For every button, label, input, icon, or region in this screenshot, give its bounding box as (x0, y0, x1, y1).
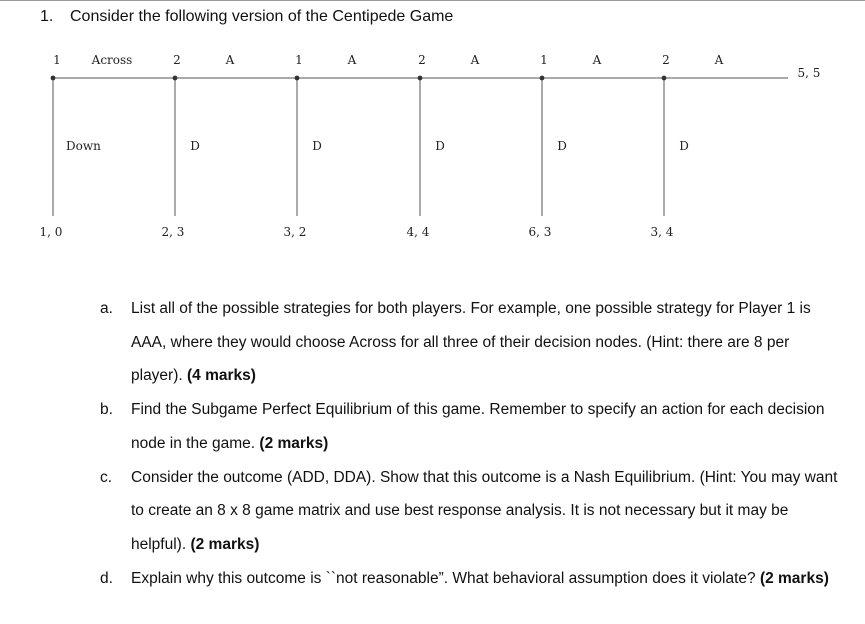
down-label: D (190, 139, 200, 153)
node-dot (418, 76, 423, 81)
part-letter: c. (100, 468, 113, 486)
part-marks: (2 marks) (259, 434, 329, 452)
down-label: D (312, 139, 322, 153)
payoff-label: 3, 2 (283, 225, 307, 239)
part-letter: a. (100, 300, 113, 317)
part-marks: (2 marks) (759, 569, 829, 587)
across-label: A (347, 53, 357, 67)
across-label: Across (91, 53, 133, 67)
payoff-label: 4, 4 (406, 225, 430, 239)
across-label: A (592, 53, 602, 67)
part-text: List all of the possible strategies for both players. For example, one possible strategy for Player 1 is AAA, where they would choose Across for all three of their decision nodes. (Hint: there are 8 per player). (131, 300, 811, 385)
player-label: 1 (540, 53, 548, 67)
decision-node (651, 53, 724, 239)
down-label: D (679, 139, 689, 153)
question-part (100, 562, 840, 596)
question-heading (40, 8, 453, 26)
question-number: 1. (40, 8, 54, 25)
down-label: D (435, 139, 445, 153)
player-label: 1 (295, 53, 303, 67)
node-dot (51, 76, 56, 81)
centipede-game-tree (0, 40, 865, 250)
down-label: Down (66, 139, 101, 153)
part-marks: (2 marks) (190, 535, 260, 553)
payoff-label: 6, 3 (528, 225, 552, 239)
player-label: 2 (173, 53, 181, 67)
part-text: Find the Subgame Perfect Equilibrium of this game. Remember to specify an action for each decision node in the game. (131, 401, 825, 452)
terminal-payoff: 5, 5 (797, 66, 821, 80)
part-letter: b. (100, 401, 113, 419)
question-part (100, 393, 840, 460)
decision-node (40, 53, 133, 239)
decision-node (529, 53, 602, 239)
payoff-label: 2, 3 (161, 225, 185, 239)
question-part (100, 461, 840, 562)
top-rule (0, 0, 865, 1)
node-dot (173, 76, 178, 81)
decision-node (162, 53, 235, 239)
part-text: Explain why this outcome is ``not reasonable”. What behavioral assumption does it violate? (131, 569, 756, 587)
question-parts (100, 292, 840, 595)
payoff-label: 1, 0 (39, 225, 63, 239)
across-label: A (225, 53, 235, 67)
decision-node (284, 53, 357, 239)
decision-node (407, 53, 480, 239)
across-label: A (470, 53, 480, 67)
payoff-label: 3, 4 (650, 225, 674, 239)
part-letter: d. (100, 569, 113, 587)
question-part (100, 292, 840, 393)
across-label: A (714, 53, 724, 67)
player-label: 2 (662, 53, 670, 67)
part-text: Consider the outcome (ADD, DDA). Show that this outcome is a Nash Equilibrium. (Hint: You may want to create an 8 x 8 game matrix and use best response analysis. It is not necessary but it may be helpful). (131, 468, 838, 553)
player-label: 1 (53, 53, 61, 67)
node-dot (295, 76, 300, 81)
down-label: D (557, 139, 567, 153)
node-dot (540, 76, 545, 81)
question-title: Consider the following version of the Centipede Game (70, 8, 454, 25)
node-dot (662, 76, 667, 81)
player-label: 2 (418, 53, 426, 67)
part-marks: (4 marks) (187, 367, 256, 385)
